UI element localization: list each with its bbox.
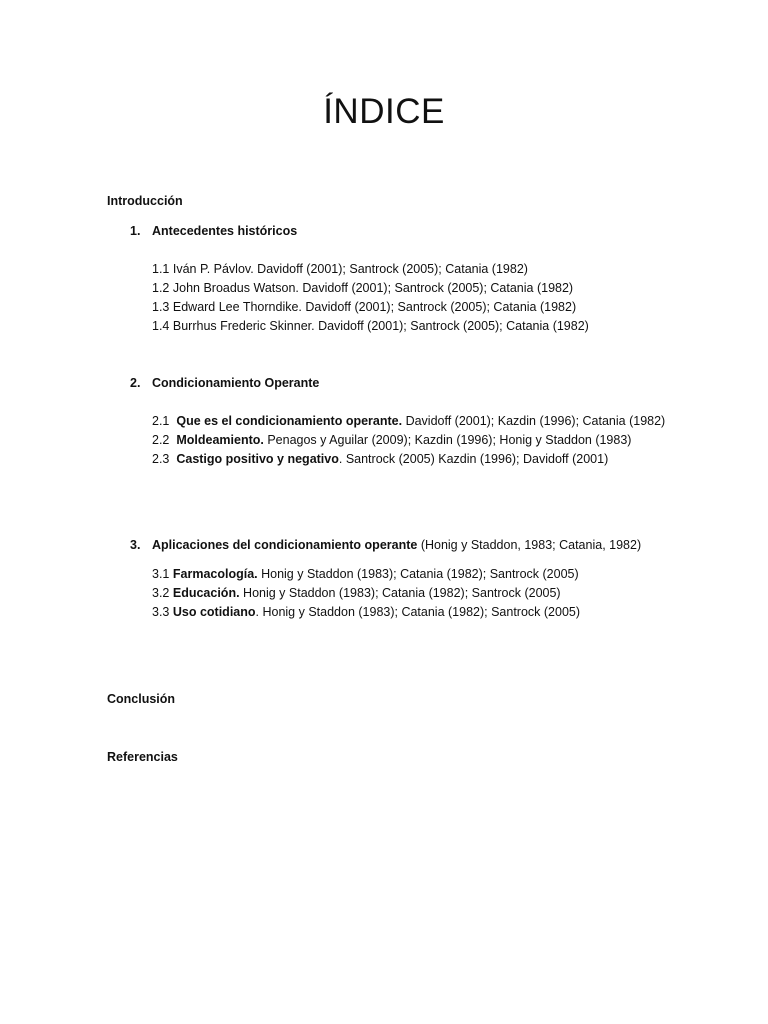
item-number: 3.2: [152, 586, 170, 600]
section-2-number: 2.: [130, 376, 141, 390]
toc-item-3-1: [152, 567, 579, 581]
item-number: 1.1: [152, 262, 170, 276]
item-text: . Honig y Staddon (1983); Catania (1982); Santrock (2005): [255, 605, 581, 619]
item-bold-text: Moldeamiento.: [176, 433, 264, 447]
item-bold-text: Farmacología.: [172, 567, 258, 581]
item-text: Honig y Staddon (1983); Catania (1982); Santrock (2005): [257, 567, 579, 581]
item-text: Penagos y Aguilar (2009); Kazdin (1996); Honig y Staddon (1983): [263, 433, 632, 447]
item-text: Honig y Staddon (1983); Catania (1982); Santrock (2005): [239, 586, 561, 600]
toc-item-2-2: [152, 433, 631, 447]
item-bold-text: Castigo positivo y negativo: [176, 452, 339, 466]
section-3-heading: [130, 538, 641, 552]
section-2-title: Condicionamiento Operante: [152, 376, 320, 390]
section-3-extra: (Honig y Staddon, 1983; Catania, 1982): [417, 538, 642, 552]
item-number: 1.2: [152, 281, 170, 295]
section-3-number: 3.: [130, 538, 141, 552]
toc-item-3-3: [152, 605, 580, 619]
section-2-heading: [130, 376, 319, 390]
page-title: ÍNDICE: [323, 92, 445, 131]
item-text: Davidoff (2001); Kazdin (1996); Catania (1982): [402, 414, 666, 428]
item-number: 2.3: [152, 452, 170, 466]
section-1-number: 1.: [130, 224, 141, 238]
toc-item-1-1: [152, 262, 528, 276]
item-number: 3.3: [152, 605, 170, 619]
section-3-title: Aplicaciones del condicionamiento operante: [152, 538, 418, 552]
section-1-heading: [130, 224, 297, 238]
item-text: Burrhus Frederic Skinner. Davidoff (2001); Santrock (2005); Catania (1982): [172, 319, 589, 333]
item-bold-text: Educación.: [172, 586, 240, 600]
item-text: . Santrock (2005) Kazdin (1996); Davidoff (2001): [338, 452, 609, 466]
item-number: 2.2: [152, 433, 170, 447]
toc-item-1-4: [152, 319, 589, 333]
item-bold-text: Uso cotidiano: [172, 605, 256, 619]
toc-item-2-1: [152, 414, 665, 428]
item-number: 3.1: [152, 567, 170, 581]
toc-item-2-3: [152, 452, 608, 466]
section-1-title: Antecedentes históricos: [152, 224, 298, 238]
references-entry: Referencias: [107, 750, 178, 764]
toc-item-1-3: [152, 300, 576, 314]
item-number: 1.3: [152, 300, 170, 314]
intro-entry: Introducción: [107, 194, 183, 208]
toc-item-3-2: [152, 586, 561, 600]
item-text: Edward Lee Thorndike. Davidoff (2001); Santrock (2005); Catania (1982): [172, 300, 577, 314]
item-number: 1.4: [152, 319, 170, 333]
item-text: John Broadus Watson. Davidoff (2001); Santrock (2005); Catania (1982): [172, 281, 574, 295]
item-number: 2.1: [152, 414, 170, 428]
toc-item-1-2: [152, 281, 573, 295]
conclusion-entry: Conclusión: [107, 692, 176, 706]
item-text: Iván P. Pávlov. Davidoff (2001); Santrock (2005); Catania (1982): [172, 262, 528, 276]
item-bold-text: Que es el condicionamiento operante.: [176, 414, 403, 428]
